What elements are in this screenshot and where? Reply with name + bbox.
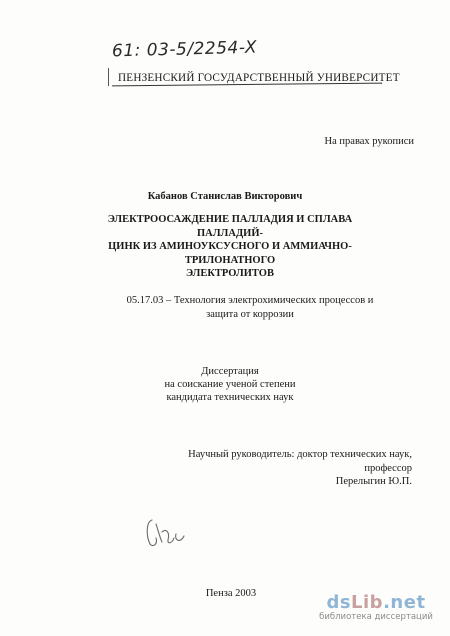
dissertation-title bbox=[80, 213, 380, 281]
university-name: ПЕНЗЕНСКИЙ ГОСУДАРСТВЕННЫЙ УНИВЕРСИТЕТ bbox=[118, 72, 400, 84]
title-line: ЭЛЕКТРОЛИТОВ bbox=[186, 268, 274, 279]
degree-line: Диссертация bbox=[201, 366, 259, 377]
watermark-logo: dsLib.net bbox=[326, 592, 426, 613]
rights-note: На правах рукописи bbox=[324, 136, 414, 147]
handwritten-signature bbox=[140, 510, 190, 552]
title-line: ЭЛЕКТРООСАЖДЕНИЕ ПАЛЛАДИЯ И СПЛАВА ПАЛЛАДИЙ- bbox=[107, 214, 353, 239]
degree-line: кандидата технических наук bbox=[166, 392, 294, 403]
supervisor-block bbox=[140, 448, 412, 489]
degree-statement bbox=[100, 365, 360, 404]
watermark-subtitle: библиотека диссертаций bbox=[319, 612, 433, 622]
dslib-watermark bbox=[316, 594, 436, 623]
title-line: ЦИНК ИЗ АМИНОУКСУСНОГО И АММИАЧНО-ТРИЛОНАТНОГО bbox=[108, 241, 352, 266]
degree-line: на соискание ученой степени bbox=[164, 379, 296, 390]
supervisor-line: Научный руководитель: доктор технических наук, профессор bbox=[188, 449, 412, 474]
specialty-line: 05.17.03 – Технология электрохимических процессов и bbox=[126, 295, 374, 306]
handwritten-catalog-code: 61: 03-5/2254-X bbox=[111, 37, 258, 62]
specialty-code bbox=[120, 294, 380, 321]
city-year: Пенза 2003 bbox=[205, 588, 257, 599]
specialty-line: защита от коррозии bbox=[206, 308, 294, 320]
author-name: Кабанов Станислав Викторович bbox=[147, 191, 303, 202]
supervisor-line: Перелыгин Ю.П. bbox=[335, 476, 412, 487]
